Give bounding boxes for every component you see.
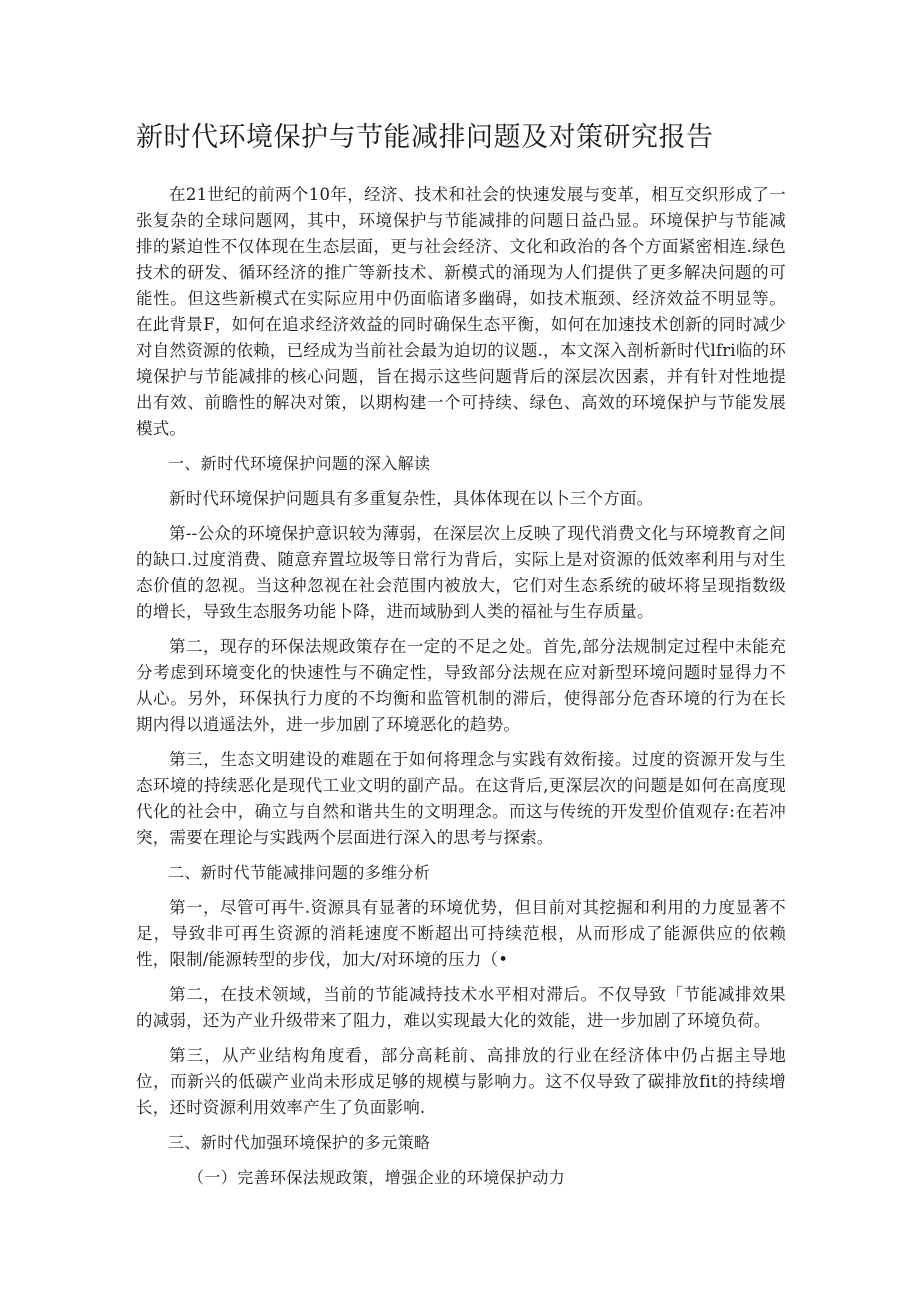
section-2-point-1: 第一，尽管可再牛.资源具有显著的环境优势，但目前对其挖掘和利用的力度显著不足，导致非可再生资源的消耗速度不断超出可持续范根，从而形成了能源供应的依赖性，限制/能源转型的步伐，加大/对环境的压力（• [136,898,786,969]
document-title: 新时代环境保护与节能减排问题及对策研究报告 [136,122,714,153]
section-1-point-2: 第二，现存的环保法规政策存在一定的不足之处。首先,部分法规制定过程中未能充分考虑到环境变化的快速性与不确定性，导致部分法规在应对新型环境问题时显得力不从心。另外，环保执行力度的不均衡和监管机制的滞后，使得部分危杳环境的行为在长期内得以逍遥法外，进一步加剧了环境恶化的趋势。 [136,637,786,734]
section-2-point-3: 第三，从产业结构角度看，部分高耗前、高排放的行业在经济体中仍占据主导地位，而新兴的低碳产业尚未形成足够的规模与影响力。这不仅导致了碳排放fit的持续增长，还时资源利用效率产生了负面影响. [136,1046,786,1117]
section-1-point-3: 第三，生态文明建设的难题在于如何将理念与实践有效衔接。过度的资源开发与生态环境的持续恶化是现代工业文明的副产品。在这背后,更深层次的问题是如何在高度现代化的社会中，确立与自然和谐共生的文明理念。而这与传统的开发型价值观存:在若冲突，需要在理论与实践两个层面进行深入的思考与探索。 [136,750,786,847]
section-2-point-2: 第二，在技术领域，当前的节能减持技术水平相对滞后。不仅导致「节能减排效果的减弱，还为产业升级带来了阻力，难以实现最大化的效能，进一步加剧了环境负荷。 [136,985,786,1030]
intro-paragraph: 在21世纪的前两个10年，经济、技术和社会的快速发展与变革，相互交织形成了一张复杂的全球问题网，其中，环境保护与节能减排的问题日益凸显。环境保护与节能减排的紧迫性不仅体现在生态层面，更与社会经济、文化和政治的各个方面紧密相连.绿色技术的研发、循环经济的推广等新技术、新模式的涌现为人们提供了更多解决问题的可能性。但这些新模式在实际应用中仍面临诸多幽碍，如技术瓶颈、经济效益不明显等。在此背景F，如何在追求经济效益的同时确保生态平衡，如何在加速技术创新的同时减少对自然资源的依赖，已经成为当前社会最为迫切的议题.，本文深入剖析新时代lfri临的环境保护与节能减排的核心问题，旨在揭示这些问题背后的深层次因素，并有针对性地提出有效、前瞻性的解决对策，以期构建一个可持续、绿色、高效的环境保护与节能发展模式。 [136,185,786,438]
section-2-heading: 二、新时代节能减排问题的多维分析 [168,863,431,882]
section-1-heading: 一、新时代环境保护问题的深入解读 [168,454,431,473]
document-page [136,116,786,1200]
section-3-heading: 三、新时代加强环境保护的多元策略 [168,1133,431,1152]
section-3-subheading-1: （一）完善环保法规政策，增强企业的环境保护动力 [188,1168,566,1187]
section-1-lead: 新时代环境保护问题具有多重复杂性，具体体现在以卜三个方面。 [169,489,654,508]
section-1-point-1: 第--公众的环境保护意识较为薄弱，在深层次上反映了现代消费文化与环境教育之间的缺口.过度消费、随意弃置垃圾等日常行为背后，实际上是对资源的低效率利用与对生态价值的忽视。当这种忽视在社会范围内被放大，它们对生态系统的破坏将呈现指数级的增长，导致生态服务功能卜降，进而域胁到人类的福祉与生存质量。 [136,524,786,621]
